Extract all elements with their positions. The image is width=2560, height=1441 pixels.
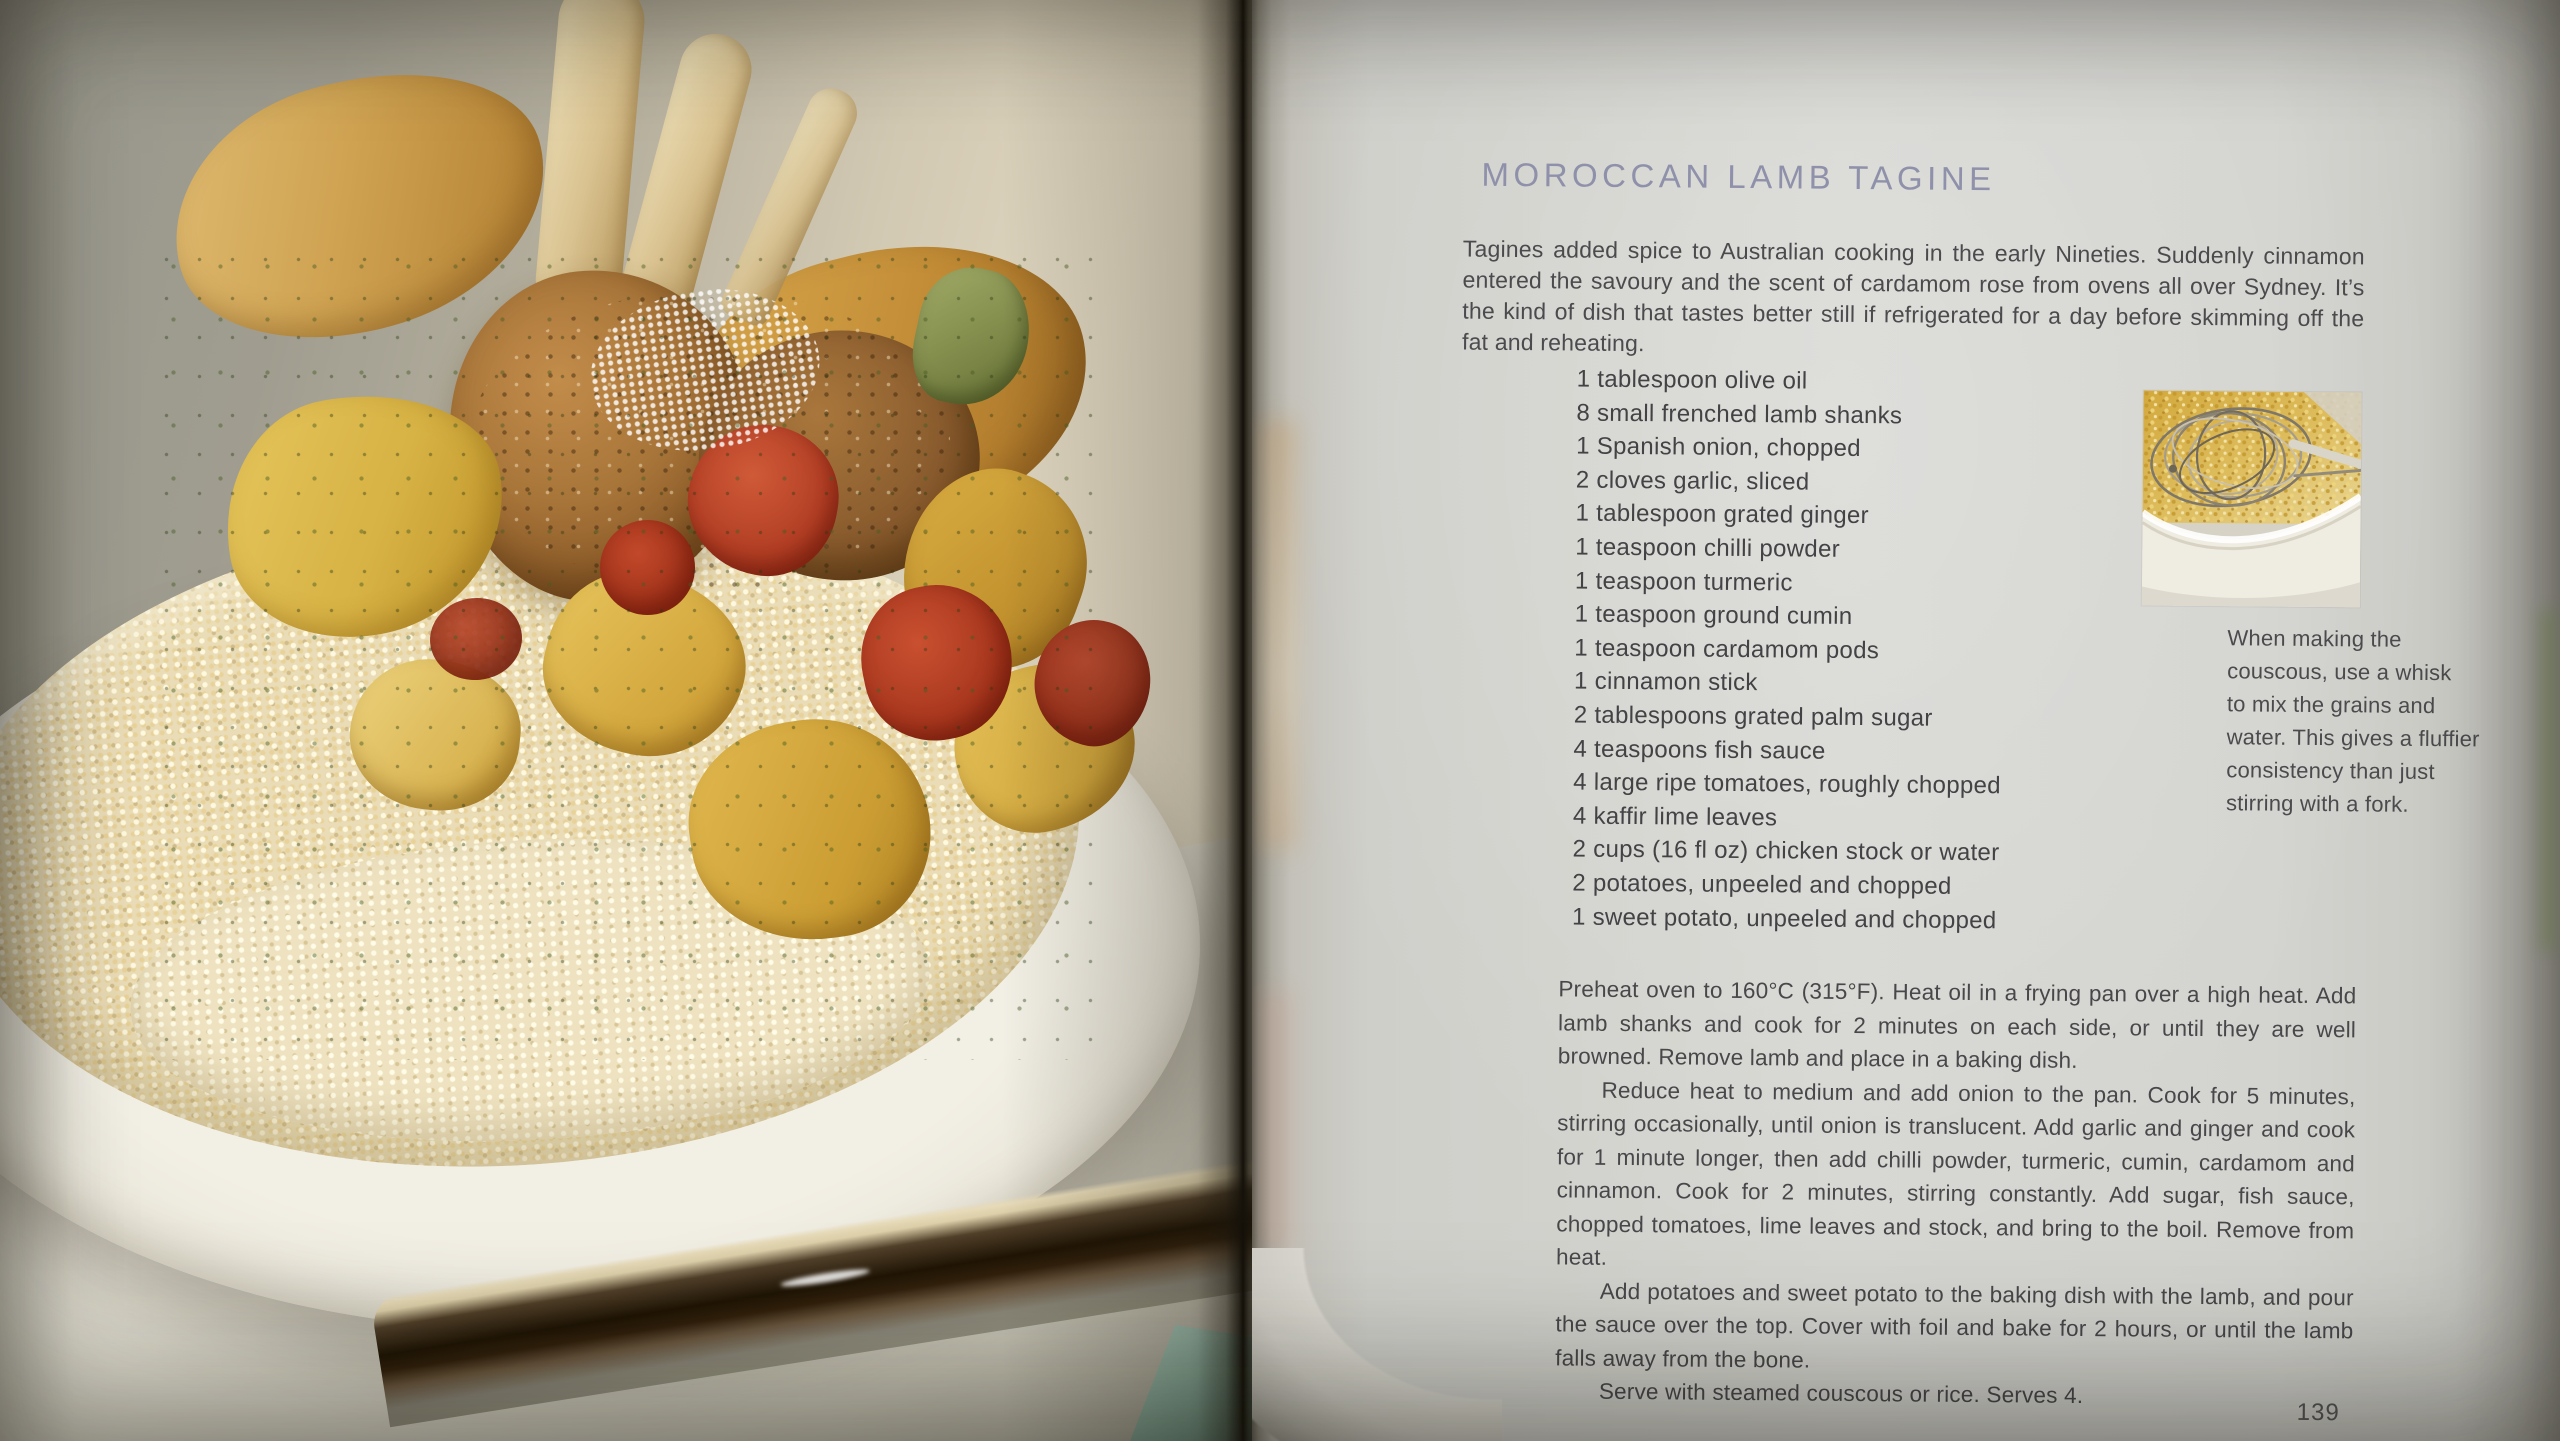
method-paragraph: Reduce heat to medium and add onion to the pan. Cook for 5 minutes, stirring occasionally, until onion is translucent. Add garlic and ginger and cook for 1 minute longer, then add chilli powder, turmeric, cumin, cardamom and cinnamon. Cook for 2 minutes, stirring constantly. Add sugar, fish sauce, chopped tomatoes, lime leaves and stock, and bring to the boil. Remove from heat. xyxy=(1555,1077,2356,1270)
recipe-content xyxy=(1252,0,2560,1441)
ingredient-item: 1 teaspoon turmeric xyxy=(1574,567,1793,596)
ingredient-item: 1 tablespoon olive oil xyxy=(1576,365,1808,395)
tip-caption-line: When making the xyxy=(2227,625,2402,652)
right-page-recipe xyxy=(1252,0,2560,1441)
whisk-couscous-photo xyxy=(2142,390,2362,607)
ingredient-item: 1 cinnamon stick xyxy=(1573,667,1758,697)
page-number: 139 xyxy=(2296,1398,2340,1427)
ingredient-item: 2 cups (16 fl oz) chicken stock or water xyxy=(1572,835,2000,867)
tip-caption-line: to mix the grains and xyxy=(2226,691,2436,719)
method-paragraph: Preheat oven to 160°C (315°F). Heat oil in a frying pan over a high heat. Add lamb shanks and cook for 2 minutes on each side, or until they are well browned. Remove lamb and place in a baking dish. xyxy=(1557,976,2357,1073)
ingredient-item: 2 cloves garlic, sliced xyxy=(1575,466,1810,496)
ingredient-item: 2 potatoes, unpeeled and chopped xyxy=(1572,869,1952,900)
page-corner-curl xyxy=(1252,1248,1502,1441)
method-paragraph: Add potatoes and sweet potato to the baking dish with the lamb, and pour the sauce over the top. Cover with foil and bake for 2 hours, or until the lamb falls away from the bone. xyxy=(1555,1278,2354,1373)
method-paragraph: Serve with steamed couscous or rice. Serves 4. xyxy=(1598,1378,2084,1409)
ingredient-item: 4 teaspoons fish sauce xyxy=(1573,735,1826,765)
tip-caption-line: stirring with a fork. xyxy=(2225,790,2409,817)
ingredient-item: 4 kaffir lime leaves xyxy=(1572,802,1778,832)
left-page-dish-photo xyxy=(0,0,1252,1441)
ingredient-item: 4 large ripe tomatoes, roughly chopped xyxy=(1573,768,2001,800)
ingredient-item: 1 Spanish onion, chopped xyxy=(1576,432,1862,463)
ingredient-item: 1 sweet potato, unpeeled and chopped xyxy=(1571,903,1997,934)
tomato-chunk xyxy=(600,520,695,615)
ingredient-item: 1 teaspoon ground cumin xyxy=(1574,600,1853,631)
method-text xyxy=(1555,972,2357,1414)
tip-caption-line: couscous, use a whisk xyxy=(2227,658,2452,686)
tip-caption xyxy=(2226,621,2481,821)
recipe-intro: Tagines added spice to Australian cooking in the early Nineties. Suddenly cinnamon entered the savoury and the scent of cardamom rose from ovens all over Sydney. It’s the kind of dish that tastes better still if refrigerated for a day before skimming off the fat and reheating. xyxy=(1461,235,2365,357)
ingredient-item: 1 tablespoon grated ginger xyxy=(1575,499,1870,530)
ingredient-item: 2 tablespoons grated palm sugar xyxy=(1573,701,1933,732)
ingredient-item: 8 small frenched lamb shanks xyxy=(1576,399,1903,429)
recipe-title: MOROCCAN LAMB TAGINE xyxy=(1481,155,1996,198)
tip-caption-line: water. This gives a fluffier xyxy=(2226,724,2480,752)
tip-caption-line: consistency than just xyxy=(2226,757,2435,785)
ingredient-item: 1 teaspoon cardamom pods xyxy=(1574,634,1880,664)
ingredient-item: 1 teaspoon chilli powder xyxy=(1575,533,1841,563)
ingredients-list xyxy=(1572,363,2005,938)
